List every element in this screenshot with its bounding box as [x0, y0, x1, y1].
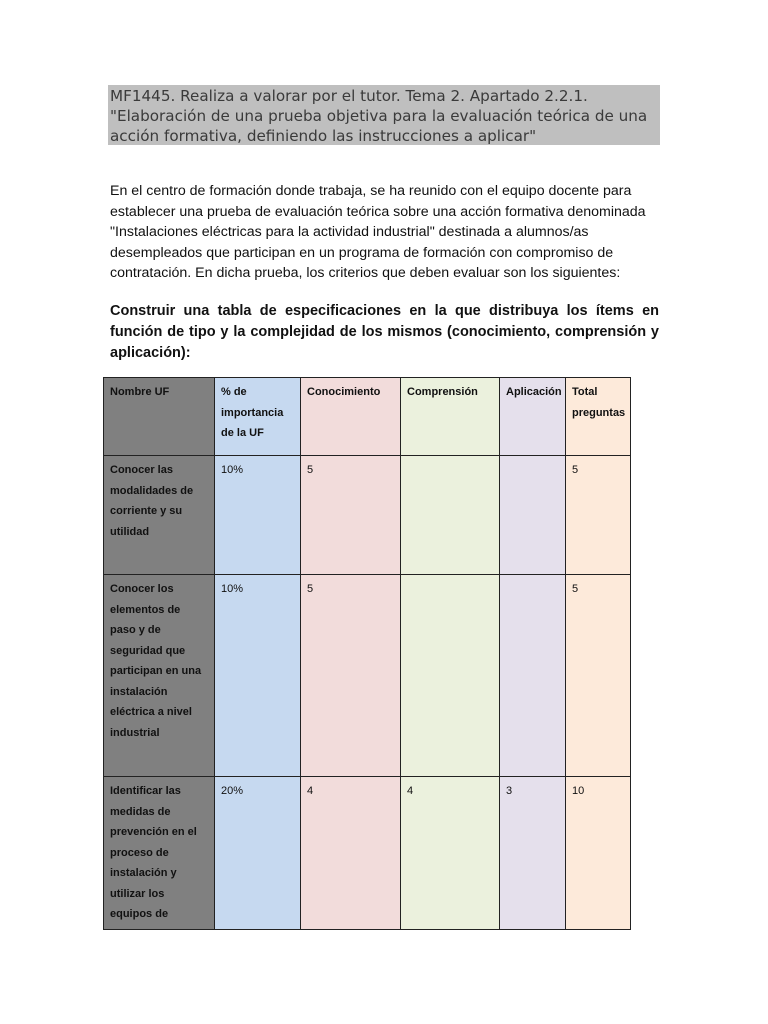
cell-aplicacion [500, 456, 566, 575]
page-title: MF1445. Realiza a valorar por el tutor. Tema 2. Apartado 2.2.1. "Elaboración de una prueba objetiva para la evaluación teórica de una acción formativa, definiendo las instrucciones a aplicar" [110, 87, 648, 145]
cell-conocimiento: 5 [301, 575, 401, 777]
cell-conocimiento: 5 [301, 456, 401, 575]
cell-pct: 20% [215, 777, 301, 930]
cell-aplicacion [500, 575, 566, 777]
cell-comprension [401, 575, 500, 777]
specifications-table [103, 377, 631, 930]
cell-total: 5 [566, 575, 631, 777]
cell-pct: 10% [215, 456, 301, 575]
cell-uf: Conocer las modalidades de corriente y su utilidad [104, 456, 215, 575]
header-comprension: Comprensión [401, 378, 500, 456]
header-nombre-uf: Nombre UF [104, 378, 215, 456]
cell-comprension: 4 [401, 777, 500, 930]
cell-total: 10 [566, 777, 631, 930]
header-porcentaje: % de importancia de la UF [215, 378, 301, 456]
cell-comprension [401, 456, 500, 575]
cell-aplicacion: 3 [500, 777, 566, 930]
intro-paragraph: En el centro de formación donde trabaja, se ha reunido con el equipo docente para establecer una prueba de evaluación teórica sobre una acción formativa denominada "Instalaciones eléctricas para la actividad industrial" destinada a alumnos/as desempleados que participan en un programa de formación con compromiso de contratación. En dicha prueba, los criterios que deben evaluar son los siguientes: [110, 183, 646, 281]
cell-total: 5 [566, 456, 631, 575]
header-conocimiento: Conocimiento [301, 378, 401, 456]
table-row [104, 777, 631, 930]
header-total-preguntas: Total preguntas [566, 378, 631, 456]
cell-uf: Identificar las medidas de prevención en el proceso de instalación y utilizar los equipos de [104, 777, 215, 930]
title-box [108, 85, 660, 145]
table-row [104, 456, 631, 575]
cell-uf: Conocer los elementos de paso y de seguridad que participan en una instalación eléctrica a nivel industrial [104, 575, 215, 777]
table-header-row [104, 378, 631, 456]
cell-pct: 10% [215, 575, 301, 777]
instruction-paragraph: Construir una tabla de especificaciones en la que distribuya los ítems en función de tipo y la complejidad de los mismos (conocimiento, comprensión y aplicación): [110, 303, 659, 361]
cell-conocimiento: 4 [301, 777, 401, 930]
header-aplicacion: Aplicación [500, 378, 566, 456]
table-row [104, 575, 631, 777]
